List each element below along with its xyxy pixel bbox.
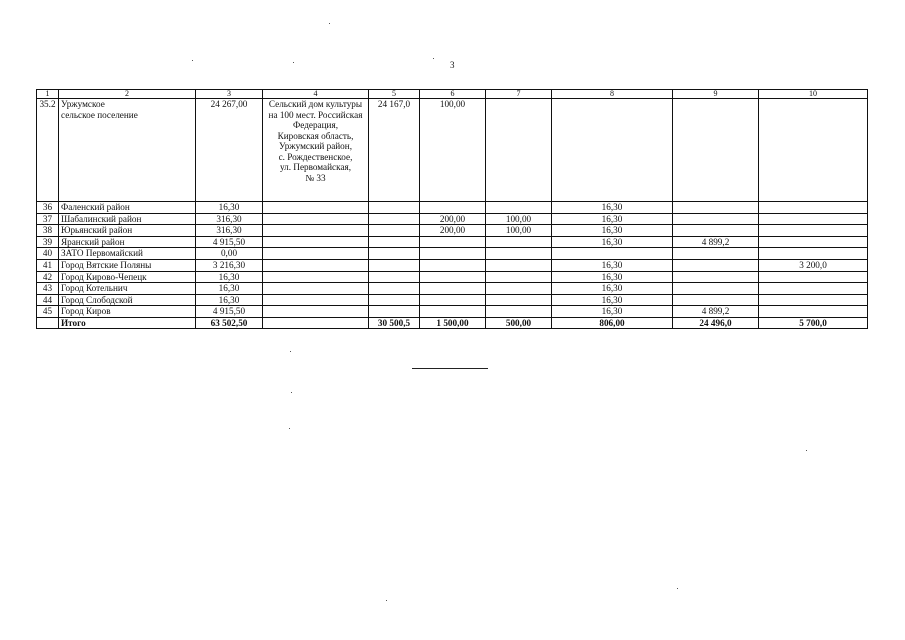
- cell-col10: [759, 306, 868, 318]
- cell-col6: [420, 306, 486, 318]
- cell-col5: [369, 271, 420, 283]
- scan-speck: [329, 23, 330, 24]
- cell-col5: [369, 259, 420, 271]
- scan-speck: [291, 392, 292, 393]
- cell-col9: 4 899,2: [673, 306, 759, 318]
- row-number: 45: [37, 306, 59, 318]
- row-number: 36: [37, 202, 59, 214]
- row-number: 44: [37, 294, 59, 306]
- scan-speck: [806, 450, 807, 451]
- cell-col8: 16,30: [552, 225, 673, 237]
- cell-col4: [263, 202, 369, 214]
- cell-col3: 316,30: [196, 213, 263, 225]
- cell-col8: [552, 248, 673, 260]
- row-number: 43: [37, 283, 59, 295]
- row-number: 40: [37, 248, 59, 260]
- cell-col8: 16,30: [552, 213, 673, 225]
- cell-col8: 806,00: [552, 317, 673, 329]
- desc-line: Сельский дом культуры: [268, 99, 363, 109]
- municipality-name: Город Котельнич: [59, 283, 196, 295]
- cell-col9: 24 496,0: [673, 317, 759, 329]
- header-cell: 10: [759, 90, 868, 99]
- cell-col7: [486, 259, 552, 271]
- desc-line: № 33: [305, 172, 326, 183]
- table-row: [37, 225, 868, 237]
- row-number: 41: [37, 259, 59, 271]
- cell-col8: 16,30: [552, 271, 673, 283]
- scan-speck: [433, 58, 434, 59]
- municipality-name: Город Киров: [59, 306, 196, 318]
- cell-col7: [486, 271, 552, 283]
- cell-col9: [673, 259, 759, 271]
- object-description: [263, 99, 369, 202]
- cell-col5: [369, 306, 420, 318]
- total-row: [37, 317, 868, 329]
- municipality-name: Фаленский район: [59, 202, 196, 214]
- cell-col10: 5 700,0: [759, 317, 868, 329]
- desc-line: с. Рождественское,: [278, 151, 353, 162]
- cell-col8: 16,30: [552, 306, 673, 318]
- municipality-name: [59, 99, 196, 202]
- cell-col3: 4 915,50: [196, 306, 263, 318]
- scan-speck: [293, 62, 294, 63]
- row-number: 42: [37, 271, 59, 283]
- scan-speck: [386, 600, 387, 601]
- cell-col7: 100,00: [486, 225, 552, 237]
- cell-col4: [263, 248, 369, 260]
- cell-col7: [486, 202, 552, 214]
- cell-col10: [759, 283, 868, 295]
- cell-col6: [420, 294, 486, 306]
- desc-line: Кировская область,: [277, 130, 354, 141]
- table-row: [37, 248, 868, 260]
- cell-col7: [486, 236, 552, 248]
- cell-col4: [263, 283, 369, 295]
- table-row: [37, 213, 868, 225]
- cell-col7: [486, 294, 552, 306]
- municipality-name: ЗАТО Первомайский: [59, 248, 196, 260]
- cell-col5: [369, 202, 420, 214]
- cell-col5: [369, 213, 420, 225]
- header-cell: 5: [369, 90, 420, 99]
- scan-speck: [289, 428, 290, 429]
- row-number: 37: [37, 213, 59, 225]
- cell-col5: 24 167,0: [369, 99, 420, 202]
- cell-col4: [263, 317, 369, 329]
- cell-col9: [673, 283, 759, 295]
- cell-col9: [673, 213, 759, 225]
- cell-col9: [673, 248, 759, 260]
- cell-col3: 16,30: [196, 283, 263, 295]
- cell-col6: 200,00: [420, 225, 486, 237]
- cell-col6: [420, 236, 486, 248]
- cell-col4: [263, 271, 369, 283]
- municipality-name: Город Вятские Поляны: [59, 259, 196, 271]
- cell-col3: 3 216,30: [196, 259, 263, 271]
- cell-col9: 4 899,2: [673, 236, 759, 248]
- header-cell: 2: [59, 90, 196, 99]
- cell-col3: 63 502,50: [196, 317, 263, 329]
- cell-col6: [420, 248, 486, 260]
- cell-col5: [369, 294, 420, 306]
- cell-col7: 100,00: [486, 213, 552, 225]
- cell-col8: 16,30: [552, 283, 673, 295]
- cell-col10: [759, 294, 868, 306]
- cell-col10: [759, 248, 868, 260]
- cell-col7: [486, 248, 552, 260]
- table-row: [37, 236, 868, 248]
- cell-col3: 16,30: [196, 294, 263, 306]
- cell-col3: 0,00: [196, 248, 263, 260]
- header-cell: 9: [673, 90, 759, 99]
- table-row: [37, 99, 868, 202]
- budget-table: [36, 89, 868, 329]
- header-cell: 4: [263, 90, 369, 99]
- cell-col10: [759, 202, 868, 214]
- cell-col6: [420, 283, 486, 295]
- cell-col9: [673, 294, 759, 306]
- cell-col7: [486, 99, 552, 202]
- municipality-name: Город Слободской: [59, 294, 196, 306]
- cell-col6: 200,00: [420, 213, 486, 225]
- row-number: [37, 317, 59, 329]
- cell-col9: [673, 202, 759, 214]
- header-cell: 1: [37, 90, 59, 99]
- municipality-name: Итого: [59, 317, 196, 329]
- cell-col5: [369, 248, 420, 260]
- cell-col6: 1 500,00: [420, 317, 486, 329]
- cell-col6: [420, 259, 486, 271]
- cell-col5: [369, 236, 420, 248]
- table-row: [37, 306, 868, 318]
- cell-col3: 316,30: [196, 225, 263, 237]
- cell-col5: [369, 225, 420, 237]
- row-number: 35.2: [37, 99, 59, 202]
- cell-col8: [552, 99, 673, 202]
- table-row: [37, 294, 868, 306]
- cell-col5: 30 500,5: [369, 317, 420, 329]
- cell-col6: 100,00: [420, 99, 486, 202]
- page-number: 3: [450, 60, 455, 70]
- cell-col8: 16,30: [552, 294, 673, 306]
- cell-col10: [759, 99, 868, 202]
- cell-col8: 16,30: [552, 236, 673, 248]
- table-row: [37, 259, 868, 271]
- cell-col4: [263, 259, 369, 271]
- cell-col10: [759, 236, 868, 248]
- municipality-name: Город Кирово-Чепецк: [59, 271, 196, 283]
- municipality-name: Шабалинский район: [59, 213, 196, 225]
- scan-speck: [677, 588, 678, 589]
- table-row: [37, 271, 868, 283]
- cell-col9: [673, 271, 759, 283]
- municipality-name: Юрьянский район: [59, 225, 196, 237]
- table-row: [37, 283, 868, 295]
- cell-col10: [759, 213, 868, 225]
- header-cell: 8: [552, 90, 673, 99]
- header-cell: 3: [196, 90, 263, 99]
- cell-col7: [486, 306, 552, 318]
- header-cell: 6: [420, 90, 486, 99]
- cell-col8: 16,30: [552, 202, 673, 214]
- cell-col4: [263, 213, 369, 225]
- municipality-name: Яранский район: [59, 236, 196, 248]
- table-row: [37, 202, 868, 214]
- header-row: [37, 90, 868, 99]
- cell-col5: [369, 283, 420, 295]
- cell-col10: [759, 225, 868, 237]
- cell-col6: [420, 271, 486, 283]
- desc-line: на 100 мест. Российская: [268, 109, 363, 120]
- desc-line: ул. Первомайская,: [279, 162, 352, 172]
- cell-col3: 16,30: [196, 271, 263, 283]
- cell-col4: [263, 306, 369, 318]
- desc-line: Федерация,: [293, 120, 338, 130]
- row-number: 39: [37, 236, 59, 248]
- scan-speck: [192, 60, 193, 61]
- scan-speck: [290, 351, 291, 352]
- cell-col4: [263, 294, 369, 306]
- name-line: сельское поселение: [61, 109, 138, 120]
- desc-line: Уржумский район,: [279, 141, 352, 151]
- cell-col4: [263, 225, 369, 237]
- cell-col10: 3 200,0: [759, 259, 868, 271]
- end-divider: [412, 368, 488, 369]
- name-line: Уржумское: [61, 99, 105, 109]
- cell-col7: 500,00: [486, 317, 552, 329]
- cell-col7: [486, 283, 552, 295]
- cell-col3: 24 267,00: [196, 99, 263, 202]
- cell-col8: 16,30: [552, 259, 673, 271]
- cell-col3: 16,30: [196, 202, 263, 214]
- cell-col3: 4 915,50: [196, 236, 263, 248]
- cell-col9: [673, 225, 759, 237]
- cell-col9: [673, 99, 759, 202]
- cell-col4: [263, 236, 369, 248]
- cell-col10: [759, 271, 868, 283]
- row-number: 38: [37, 225, 59, 237]
- header-cell: 7: [486, 90, 552, 99]
- cell-col6: [420, 202, 486, 214]
